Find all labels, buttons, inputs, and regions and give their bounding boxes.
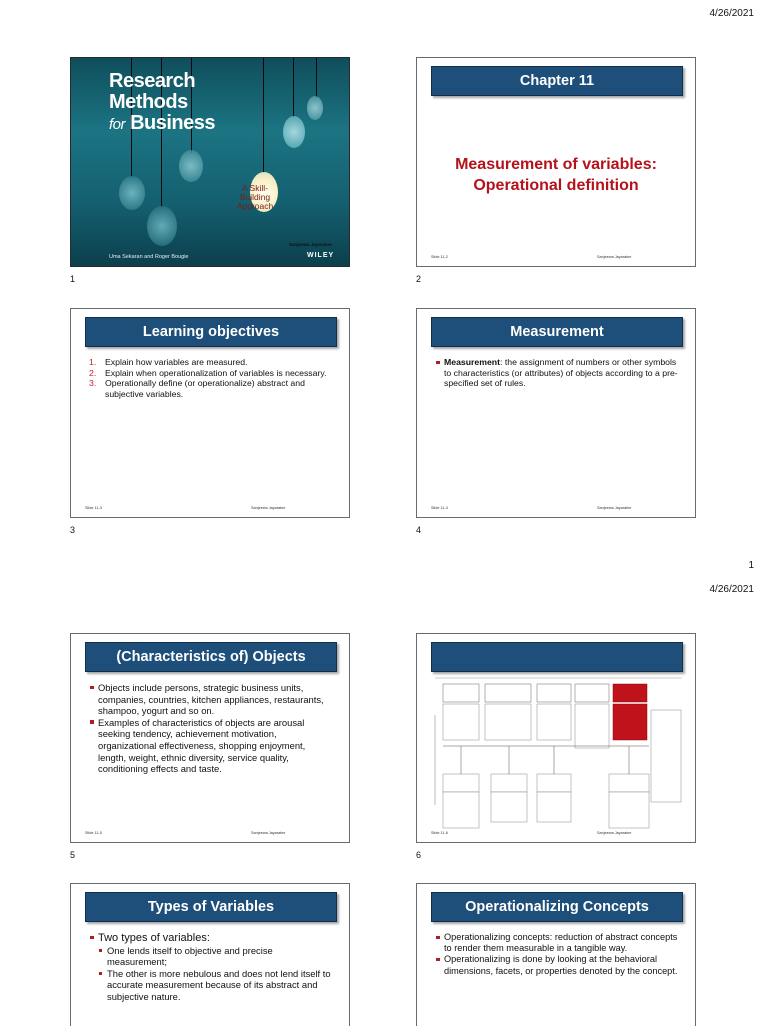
cover-adapter: Sanjeewa Jayaratne (289, 242, 332, 247)
cover-title: Research Methods for Business (109, 70, 216, 134)
slide-6 (416, 633, 696, 843)
slide-number: 6 (416, 850, 422, 860)
list-item: Examples of characteristics of objects are arousal seeking tendency, achievement motivation, organizational effectiveness, shopping enjoyment, length, weight, ethnic diversity, service quality, conditioning effects and taste. (89, 717, 335, 775)
slide-number: 4 (416, 525, 422, 535)
list-item: The other is more nebulous and does not lend itself to accurate measurement because of its abstract and subjective nature. (98, 968, 335, 1002)
slide-number: 3 (70, 525, 76, 535)
slide-body (435, 357, 681, 389)
slide-title: Measurement (510, 324, 604, 340)
slide-body (89, 932, 335, 1002)
list-item: Two types of variables: (89, 932, 335, 945)
slide-footer-author: Sanjeewa Jayaratne (597, 506, 632, 510)
slide-title-bar (85, 317, 337, 347)
objectives-list (89, 357, 335, 399)
list-item: One lends itself to objective and precise measurement; (98, 945, 335, 968)
page-number: 1 (748, 560, 754, 571)
cover-subtitle: A Skill- Building Approach (236, 183, 274, 211)
date-page-1: 4/26/2021 (709, 8, 754, 19)
slide-2 (416, 57, 696, 267)
slide-footer-left: Slide 11-3 (85, 506, 102, 510)
slide-title: Chapter 11 (519, 73, 595, 89)
slide-body (435, 932, 681, 977)
list-item: Measurement: the assignment of numbers or other symbols to characteristics (or attributes) of objects according to a pre-specified set of rules. (435, 357, 681, 389)
list-item: Operationalizing concepts: reduction of abstract concepts to render them measurable in a tangible way. (435, 932, 681, 954)
slide-footer-author: Sanjeewa Jayaratne (597, 255, 632, 259)
slide-8 (416, 883, 696, 1026)
slide-number: 1 (70, 274, 76, 284)
slide-title: Operationalizing Concepts (465, 899, 649, 915)
slide-title-bar (85, 892, 337, 922)
slide-footer-left: Slide 11-5 (85, 831, 102, 835)
slide-title: (Characteristics of) Objects (116, 649, 306, 665)
slide-footer-left: Slide 11-4 (431, 506, 448, 510)
research-design-diagram (417, 670, 696, 843)
slide-number: 5 (70, 850, 76, 860)
slide-1-cover (70, 57, 350, 267)
slide-number: 2 (416, 274, 422, 284)
slide-title-bar (431, 66, 683, 96)
slide-3 (70, 308, 350, 518)
list-item: Operationalizing is done by looking at the behavioral dimensions, facets, or properties denoted by the concept. (435, 954, 681, 976)
slide-4 (416, 308, 696, 518)
slide-footer-author: Sanjeewa Jayaratne (251, 831, 286, 835)
date-page-2: 4/26/2021 (709, 584, 754, 595)
list-item: 1. Explain how variables are measured. (89, 357, 248, 367)
slide-footer-left: Slide 11-6 (431, 831, 448, 835)
list-item: 3. Operationally define (or operationalize) abstract and subjective variables. (89, 378, 305, 399)
slide-title: Learning objectives (142, 324, 280, 340)
slide-title: Types of Variables (147, 899, 275, 915)
slide-title-bar (431, 642, 683, 672)
slide-body (89, 682, 335, 775)
slide-5 (70, 633, 350, 843)
slide-footer-left: Slide 11-2 (431, 255, 448, 259)
chapter-heading: Measurement of variables: Operational definition (455, 156, 657, 194)
cover-authors: Uma Sekaran and Roger Bougie (109, 254, 189, 260)
slide-footer-author: Sanjeewa Jayaratne (597, 831, 632, 835)
slide-title-bar (85, 642, 337, 672)
slide-7 (70, 883, 350, 1026)
publisher-logo: WILEY (307, 252, 335, 259)
list-item: 2. Explain when operationalization of variables is necessary. (89, 367, 327, 378)
list-item: Objects include persons, strategic business units, companies, countries, kitchen appliances, restaurants, shampoo, yogurt and so on. (89, 682, 335, 717)
slide-footer-author: Sanjeewa Jayaratne (251, 506, 286, 510)
slide-title-bar (431, 892, 683, 922)
slide-title-bar (431, 317, 683, 347)
